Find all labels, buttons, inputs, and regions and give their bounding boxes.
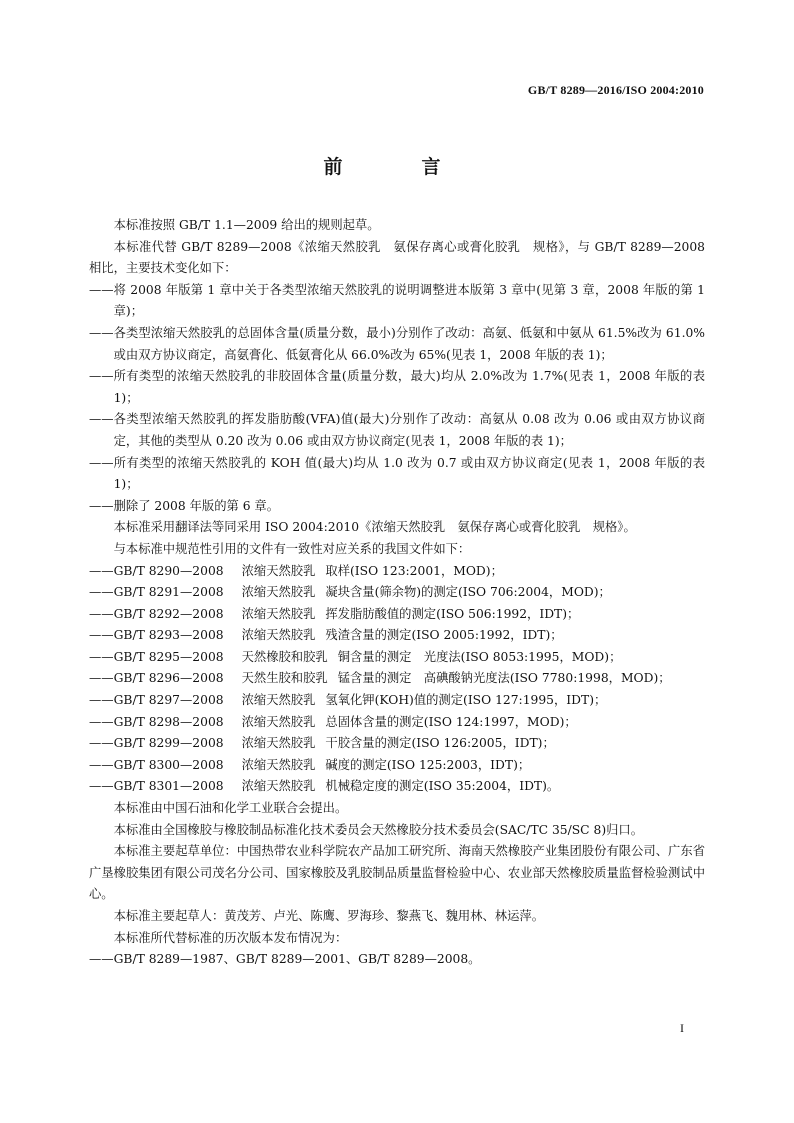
dash-mark: —— xyxy=(89,498,114,513)
paragraph-history-intro: 本标准所代替标准的历次版本发布情况为： xyxy=(113,930,348,945)
paragraph-replaces: 本标准代替 GB/T 8289—2008《浓缩天然胶乳 氨保存离心或膏化胶乳 规格》，与 GB/T 8289—2008 相比，主要技术变化如下： xyxy=(89,239,705,276)
paragraph-technical-committee: 本标准由全国橡胶与橡胶制品标准化技术委员会天然橡胶分技术委员会(SAC/TC 35/SC 8)归口。 xyxy=(113,822,644,837)
history-item: —— GB/T 8289—1987、GB/T 8289—2001、GB/T 8289—2008。 xyxy=(89,949,705,971)
change-item: —— 各类型浓缩天然胶乳的总固体含量(质量分数，最小)分别作了改动：高氨、低氨和中氨从 61.5%改为 61.0%或由双方协议商定，高氨膏化、低氨膏化从 66.0%改为 65%(见表 1，2008 年版的表 1)； xyxy=(89,323,705,366)
reference-item: ——GB/T 8292—2008 浓缩天然胶乳 挥发脂肪酸值的测定(ISO 506:1992，IDT)； xyxy=(89,606,580,621)
dash-mark: —— xyxy=(89,325,114,340)
reference-item: ——GB/T 8299—2008 浓缩天然胶乳 干胶含量的测定(ISO 126:2005，IDT)； xyxy=(89,736,555,751)
reference-item: ——GB/T 8298—2008 浓缩天然胶乳 总固体含量的测定(ISO 124:1997，MOD)； xyxy=(89,714,577,729)
paragraph-proposer: 本标准由中国石油和化学工业联合会提出。 xyxy=(113,801,348,816)
change-item: —— 各类型浓缩天然胶乳的挥发脂肪酸(VFA)值(最大)分别作了改动：高氨从 0.08 改为 0.06 或由双方协议商定，其他的类型从 0.20 改为 0.06 或由双方协议商定(见表 1，2008 年版的表 1)； xyxy=(89,409,705,452)
change-item: —— 删除了 2008 年版的第 6 章。 xyxy=(89,496,705,518)
paragraph-iso-adoption: 本标准采用翻译法等同采用 ISO 2004:2010《浓缩天然胶乳 氨保存离心或膏化胶乳 规格》。 xyxy=(113,520,636,535)
paragraph-references-intro: 与本标准中规范性引用的文件有一致性对应关系的我国文件如下： xyxy=(113,541,471,556)
changes-list xyxy=(89,280,705,518)
standard-code-header: GB/T 8289—2016/ISO 2004:2010 xyxy=(527,83,704,97)
reference-item: ——GB/T 8290—2008 浓缩天然胶乳 取样(ISO 123:2001，MOD)； xyxy=(89,563,503,578)
reference-item: ——GB/T 8295—2008 天然橡胶和胶乳 铜含量的测定 光度法(ISO 8053:1995，MOD)； xyxy=(89,649,622,664)
change-item: —— 所有类型的浓缩天然胶乳的 KOH 值(最大)均从 1.0 改为 0.7 或由双方协议商定(见表 1，2008 年版的表 1)； xyxy=(89,453,705,496)
page-title: 前 言 xyxy=(323,156,471,178)
reference-item: ——GB/T 8293—2008 浓缩天然胶乳 残渣含量的测定(ISO 2005:1992，IDT)； xyxy=(89,628,563,643)
references-list xyxy=(89,561,705,799)
page-number: I xyxy=(680,1021,684,1035)
dash-mark: —— xyxy=(89,282,114,297)
dash-mark: —— xyxy=(89,412,114,427)
change-item: —— 将 2008 年版第 1 章中关于各类型浓缩天然胶乳的说明调整进本版第 3 章中(见第 3 章，2008 年版的第 1 章)； xyxy=(89,280,705,323)
change-item: —— 所有类型的浓缩天然胶乳的非胶固体含量(质量分数，最大)均从 2.0%改为 1.7%(见表 1，2008 年版的表 1)； xyxy=(89,366,705,409)
reference-item: ——GB/T 8297—2008 浓缩天然胶乳 氢氧化钾(KOH)值的测定(ISO 127:1995，IDT)； xyxy=(89,693,607,708)
reference-item: ——GB/T 8296—2008 天然生胶和胶乳 锰含量的测定 高碘酸钠光度法(ISO 7780:1998，MOD)； xyxy=(89,671,671,686)
reference-item: ——GB/T 8291—2008 浓缩天然胶乳 凝块含量(筛余物)的测定(ISO 706:2004，MOD)； xyxy=(89,585,611,600)
reference-item: ——GB/T 8301—2008 浓缩天然胶乳 机械稳定度的测定(ISO 35:2004，IDT)。 xyxy=(89,779,560,794)
dash-mark: —— xyxy=(89,369,114,384)
reference-item: ——GB/T 8300—2008 浓缩天然胶乳 碱度的测定(ISO 125:2003，IDT)； xyxy=(89,757,531,772)
dash-mark: —— xyxy=(89,455,114,470)
foreword-body xyxy=(89,215,705,971)
paragraph-drafting-rules: 本标准按照 GB/T 1.1—2009 给出的规则起草。 xyxy=(113,218,380,232)
paragraph-drafters: 本标准主要起草人：黄茂芳、卢光、陈鹰、罗海珍、黎燕飞、魏用林、林运萍。 xyxy=(113,909,544,923)
paragraph-drafting-units: 本标准主要起草单位：中国热带农业科学院农产品加工研究所、海南天然橡胶产业集团股份有限公司、广东省广垦橡胶集团有限公司茂名分公司、国家橡胶及乳胶制品质量监督检验中心、农业部天然橡胶质量监督检验测试中心。 xyxy=(89,844,705,902)
dash-mark: —— xyxy=(89,952,114,967)
